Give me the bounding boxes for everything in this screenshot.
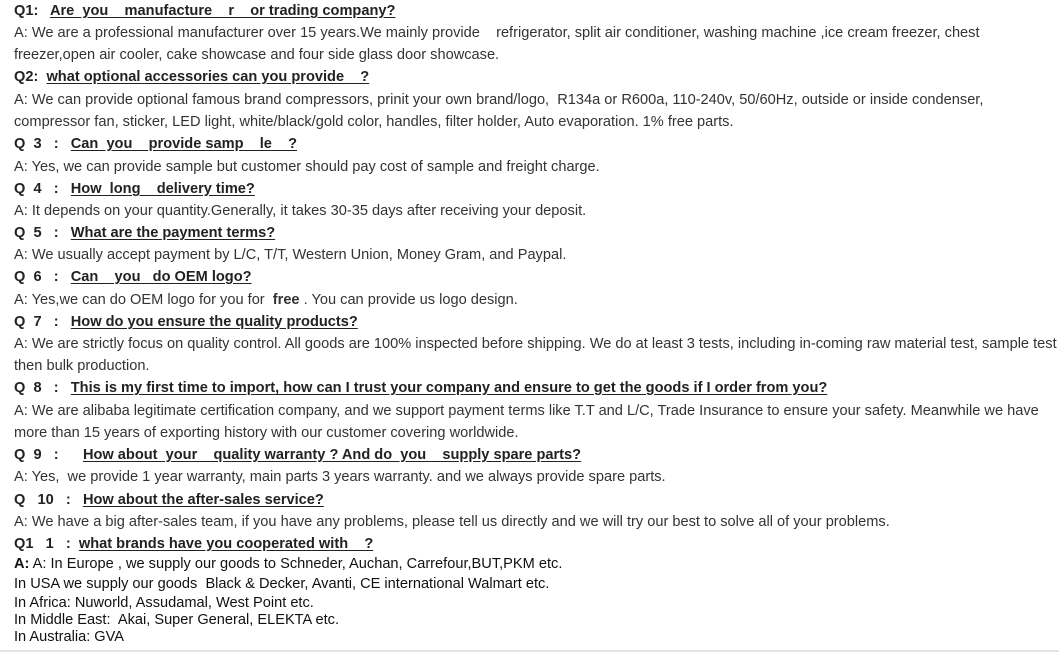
question-11 <box>14 535 373 553</box>
answer-text: A: In Europe , we supply our goods to Schneder, Auchan, Carrefour,BUT,PKM etc. <box>29 556 563 572</box>
question-number: Q1: <box>14 3 50 19</box>
question-number: Q 7 : <box>14 314 71 330</box>
faq-item-8 <box>14 379 827 397</box>
answer-line: A: We are alibaba legitimate certification company, and we support payment terms like T.T and L/C, Trade Insurance to ensure your safety. Meanwhile we have <box>14 403 1039 419</box>
question-text: Are you manufacture r or trading company? <box>49 3 396 19</box>
answer-line: compressor fan, sticker, LED light, white/black/gold color, handles, filter holder, Auto evaporation. 1% free parts. <box>14 114 734 130</box>
question-9 <box>14 446 581 464</box>
question-1 <box>14 2 395 20</box>
answer-line: then bulk production. <box>14 358 150 374</box>
answer-7 <box>14 335 1057 375</box>
question-number: Q 5 : <box>14 225 71 241</box>
answer-line: In USA we supply our goods Black & Decker, Avanti, CE international Walmart etc. <box>14 576 550 592</box>
question-number: Q 3 : <box>14 136 71 152</box>
faq-item-6 <box>14 268 252 286</box>
answer-line: In Australia: GVA <box>14 629 125 645</box>
question-number: Q 8 : <box>14 380 71 396</box>
answer-line: A: It depends on your quantity.Generally, it takes 30-35 days after receiving your deposit. <box>14 203 587 219</box>
answer-line <box>14 291 518 309</box>
question-text: This is my first time to import, how can I trust your company and ensure to get the goods if I order from you? <box>70 380 828 396</box>
question-number: Q 9 : <box>14 447 83 463</box>
question-text: what brands have you cooperated with ? <box>78 536 374 552</box>
answer-8 <box>14 402 1039 442</box>
question-text: Can you provide samp le ? <box>70 136 298 152</box>
question-10 <box>14 491 324 509</box>
faq-item-10 <box>14 491 324 509</box>
answer-2 <box>14 91 983 131</box>
answer-line: A: Yes, we provide 1 year warranty, main parts 3 years warranty. and we always provide spare parts. <box>14 469 666 485</box>
question-4 <box>14 180 255 198</box>
answer-line: more than 15 years of exporting history with our customer covering worldwide. <box>14 425 519 441</box>
answer-line: freezer,open air cooler, cake showcase and four side glass door showcase. <box>14 47 500 63</box>
question-5 <box>14 224 275 242</box>
answer-emphasis: A: <box>14 556 30 572</box>
question-3 <box>14 135 297 153</box>
question-number: Q 4 : <box>14 181 71 197</box>
answer-1 <box>14 24 980 64</box>
question-number: Q1 1 : <box>14 536 79 552</box>
answer-3 <box>14 158 600 176</box>
question-number: Q 10 : <box>14 492 83 508</box>
question-2 <box>14 68 369 86</box>
answer-text: . You can provide us logo design. <box>299 292 518 308</box>
answer-line <box>14 556 562 572</box>
answer-11 <box>14 556 562 645</box>
faq-item-1 <box>14 2 395 20</box>
answer-9 <box>14 468 666 486</box>
answer-4 <box>14 202 586 220</box>
faq-item-2 <box>14 68 369 86</box>
answer-line: In Africa: Nuworld, Assudamal, West Point etc. <box>14 595 314 611</box>
answer-line: A: We have a big after-sales team, if you have any problems, please tell us directly and we will try our best to solve all of your problems. <box>14 514 890 530</box>
faq-item-5 <box>14 224 275 242</box>
question-text: what optional accessories can you provide ? <box>46 69 370 85</box>
answer-line: In Middle East: Akai, Super General, ELEKTA etc. <box>14 612 340 628</box>
question-text: How do you ensure the quality products? <box>70 314 358 330</box>
question-number: Q2: <box>14 69 47 85</box>
question-text: How about your quality warranty ? And do you supply spare parts? <box>82 447 582 463</box>
answer-line: A: We usually accept payment by L/C, T/T, Western Union, Money Gram, and Paypal. <box>14 247 567 263</box>
answer-5 <box>14 246 566 264</box>
question-number: Q 6 : <box>14 269 71 285</box>
faq-item-3 <box>14 135 297 153</box>
faq-item-11 <box>14 535 373 553</box>
question-8 <box>14 379 827 397</box>
question-text: What are the payment terms? <box>70 225 276 241</box>
answer-text: A: Yes,we can do OEM logo for you for <box>14 292 273 308</box>
question-text: Can you do OEM logo? <box>70 269 252 285</box>
answer-line: A: We can provide optional famous brand compressors, prinit your own brand/logo, R134a or R600a, 110-240v, 50/60Hz, outside or inside condenser, <box>14 92 984 108</box>
answer-line: A: We are strictly focus on quality control. All goods are 100% inspected before shipping. We do at least 3 tests, including in-coming raw material test, sample test <box>14 336 1057 352</box>
question-text: How about the after-sales service? <box>82 492 324 508</box>
faq-item-7 <box>14 313 358 331</box>
faq-item-4 <box>14 180 255 198</box>
question-7 <box>14 313 358 331</box>
answer-line: A: Yes, we can provide sample but customer should pay cost of sample and freight charge. <box>14 159 600 175</box>
answer-10 <box>14 513 890 531</box>
answer-line: A: We are a professional manufacturer over 15 years.We mainly provide refrigerator, split air conditioner, washing machine ,ice cream freezer, chest <box>14 25 980 41</box>
question-6 <box>14 268 252 286</box>
answer-emphasis: free <box>272 292 300 308</box>
faq-item-9 <box>14 446 581 464</box>
answer-6 <box>14 291 518 309</box>
question-text: How long delivery time? <box>70 181 255 197</box>
